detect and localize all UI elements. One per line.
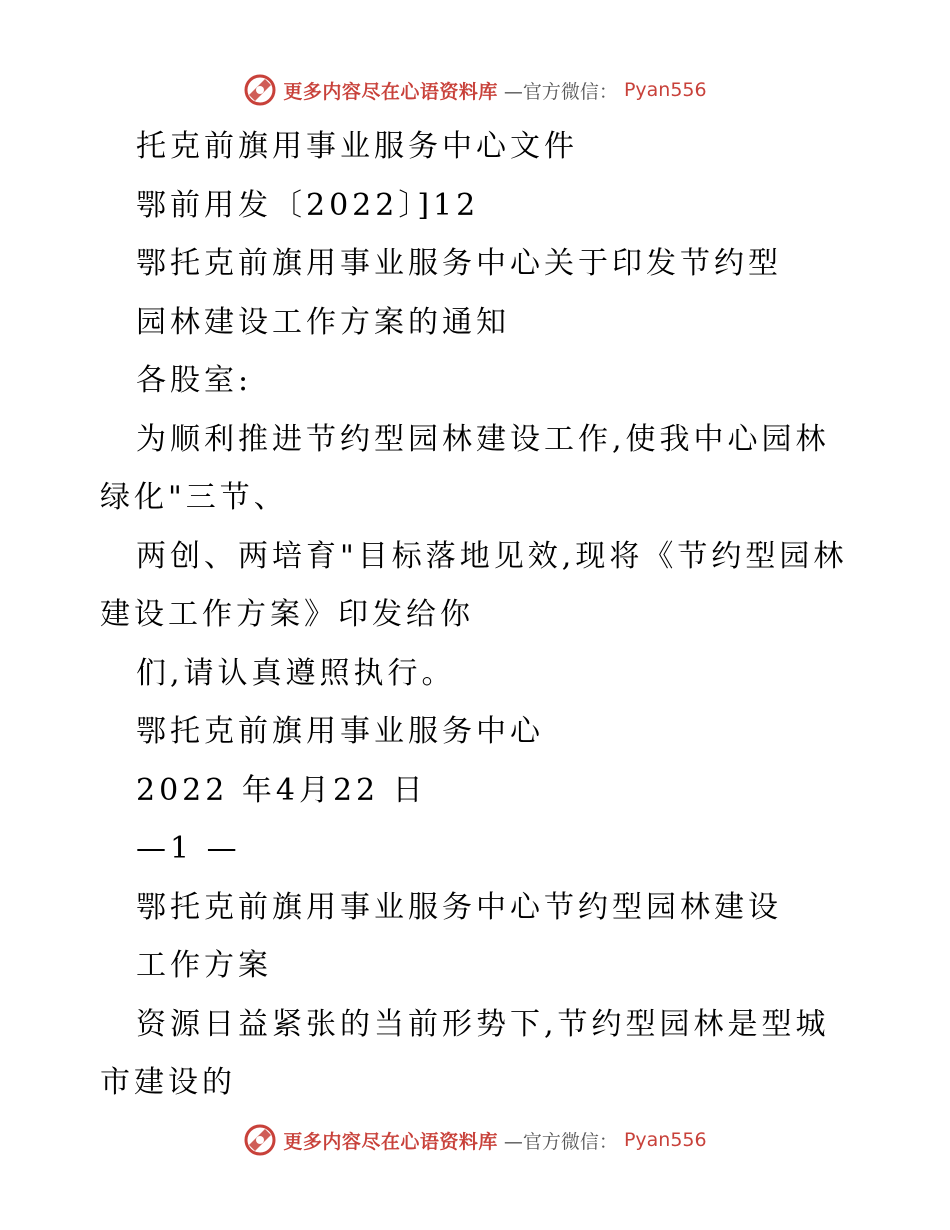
text-line: 工作方案	[136, 948, 272, 983]
text-line: 为顺利推进节约型园林建设工作,使我中心园林	[136, 421, 830, 457]
text-line: 鄂前用发〔2022〕]12	[136, 187, 480, 223]
text-line: 园林建设工作方案的通知	[136, 304, 510, 340]
watermark-id: Pyan556	[623, 1129, 707, 1151]
watermark-brand: 更多内容尽在心语资料库	[283, 1130, 498, 1153]
text-line: 市建设的	[100, 1065, 236, 1100]
text-line: 鄂托克前旗用事业服务中心节约型园林建设	[136, 889, 782, 925]
text-line: 绿化"三节、	[100, 480, 288, 515]
text-line: 托克前旗用事业服务中心文件	[136, 129, 578, 164]
text-line: —1 —	[136, 831, 241, 866]
text-line: 鄂托克前旗用事业服务中心关于印发节约型	[136, 246, 782, 281]
watermark-id: Pyan556	[623, 79, 707, 101]
watermark-separator: —官方微信：	[503, 1130, 618, 1153]
text-line: 们,请认真遵照执行。	[136, 655, 456, 691]
text-line: 各股室:	[136, 363, 253, 398]
text-line: 建设工作方案》印发给你	[100, 597, 474, 632]
text-line: 鄂托克前旗用事业服务中心	[136, 714, 544, 749]
watermark-footer	[0, 1120, 950, 1160]
text-line: 资源日益紧张的当前形势下,节约型园林是型城	[136, 1006, 830, 1042]
watermark-header	[0, 70, 950, 110]
brand-logo-icon	[243, 1123, 277, 1157]
text-line: 两创、两培育"目标落地见效,现将《节约型园林	[136, 538, 848, 574]
watermark-separator: —官方微信：	[503, 80, 618, 103]
brand-logo-icon	[243, 73, 277, 107]
text-line: 2022 年4月22 日	[136, 772, 427, 808]
document-body	[0, 118, 950, 1113]
watermark-brand: 更多内容尽在心语资料库	[283, 80, 498, 103]
